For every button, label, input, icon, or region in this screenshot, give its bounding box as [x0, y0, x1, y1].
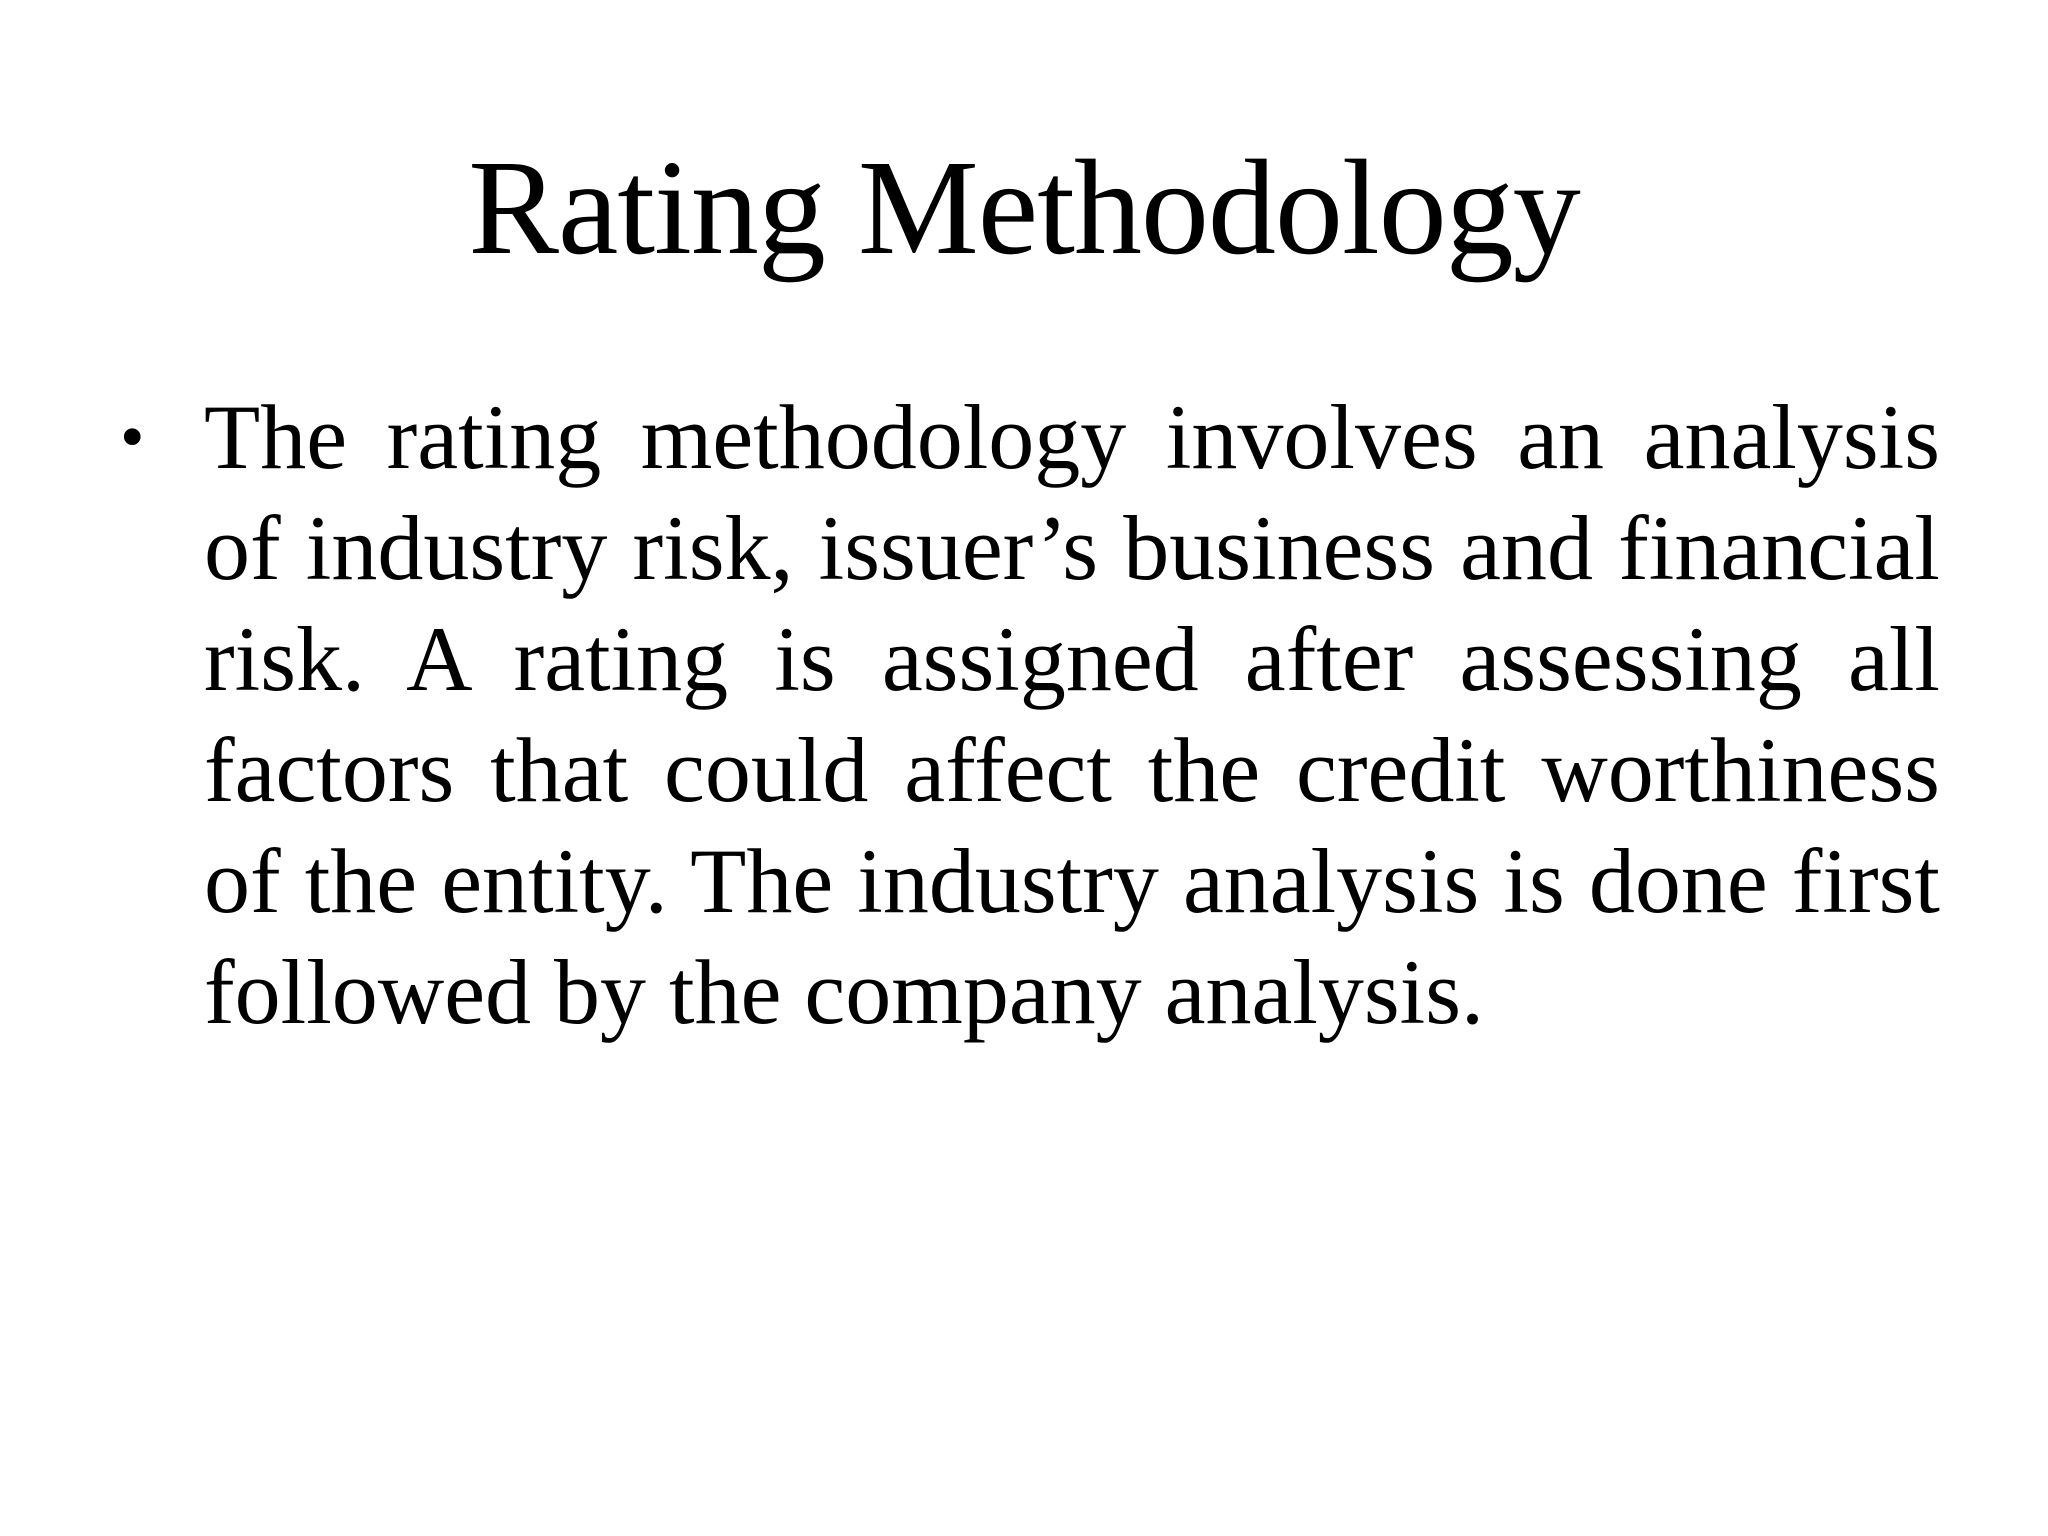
- bullet-text: The rating methodology involves an analysis of industry risk, issuer’s business and financial risk. A rating is assigned after assessing all factors that could affect the credit worthiness of the entity. The industry analysis is done first followed by the company analysis.: [204, 386, 1940, 1043]
- bullet-item: [120, 382, 1940, 1048]
- bullet-icon: •: [120, 399, 145, 476]
- bullet-list: [120, 382, 1940, 1048]
- slide-title: Rating Methodology: [468, 133, 1580, 283]
